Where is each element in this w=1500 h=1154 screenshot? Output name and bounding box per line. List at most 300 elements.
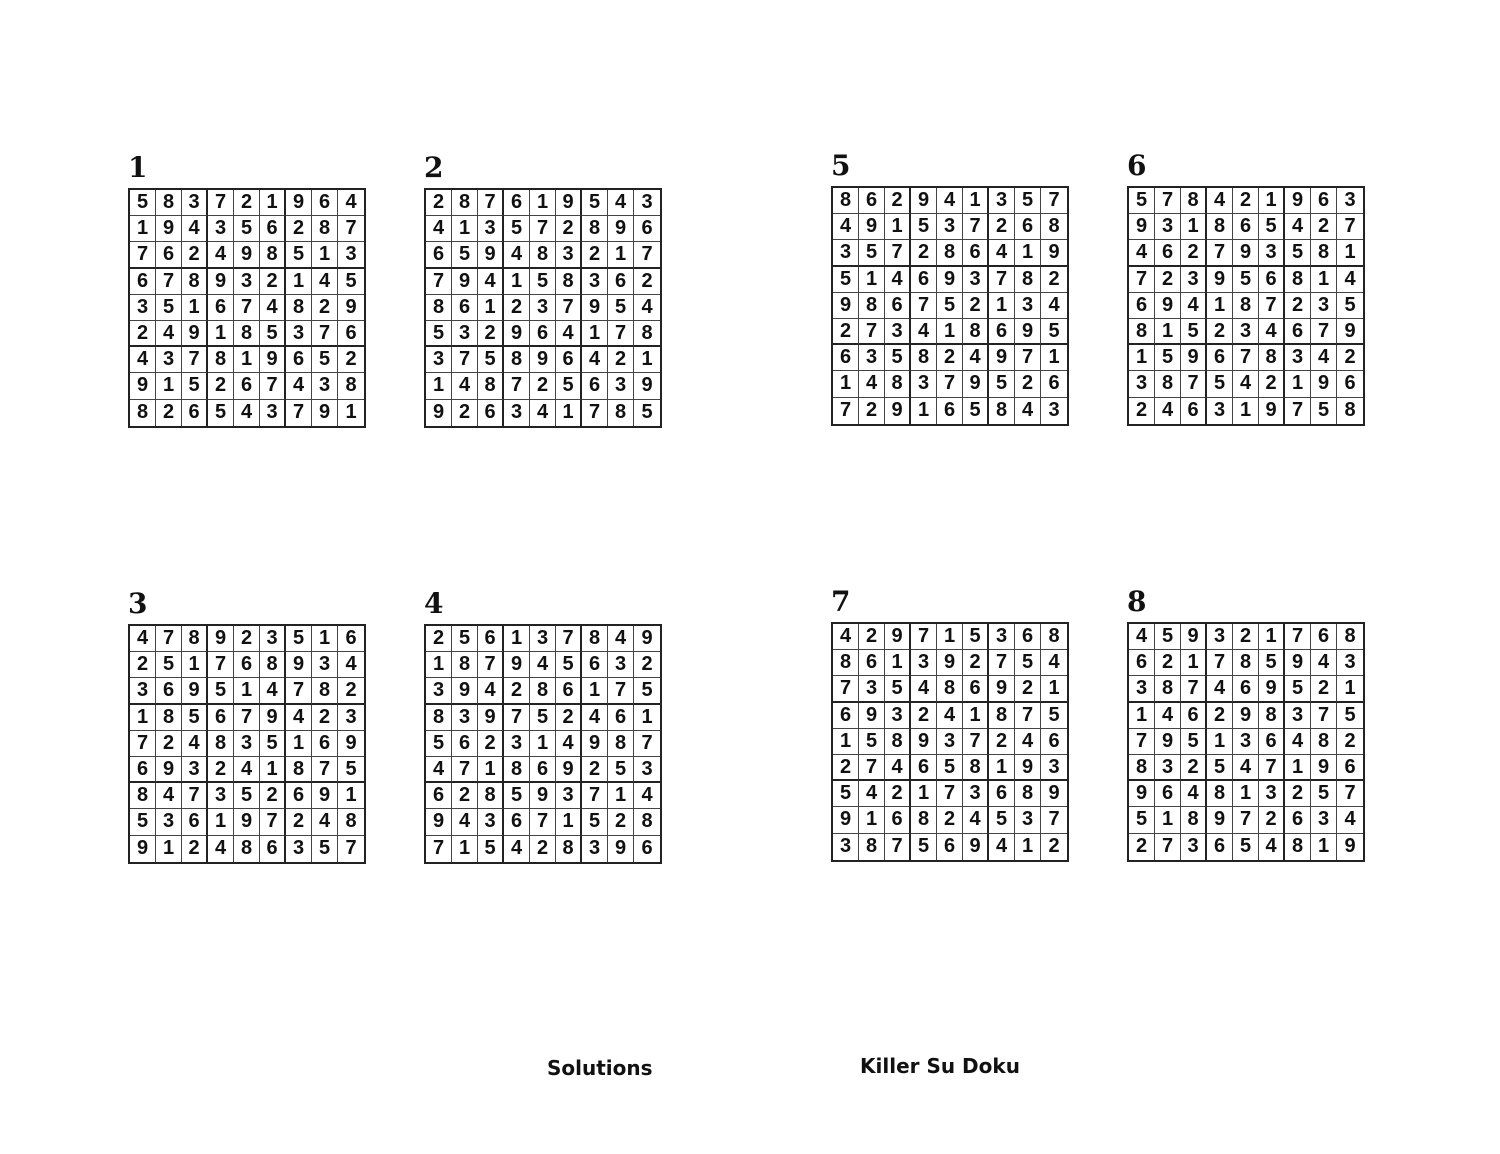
grid-cell: 2 bbox=[426, 190, 452, 216]
grid-cell: 6 bbox=[338, 626, 364, 652]
grid-cell: 6 bbox=[1233, 214, 1259, 240]
grid-cell: 9 bbox=[208, 626, 234, 652]
grid-cell: 5 bbox=[1285, 676, 1311, 702]
grid-cell: 1 bbox=[260, 757, 286, 783]
grid-cell: 4 bbox=[530, 400, 556, 426]
grid-cell: 6 bbox=[1285, 807, 1311, 833]
grid-cell: 5 bbox=[286, 626, 312, 652]
grid-cell: 2 bbox=[1311, 214, 1337, 240]
grid-cell: 4 bbox=[1337, 807, 1363, 833]
grid-cell: 5 bbox=[426, 321, 452, 347]
grid-cell: 3 bbox=[1048, 399, 1060, 422]
grid-cell: 2 bbox=[1129, 398, 1155, 424]
grid-cell: 7 bbox=[1155, 834, 1181, 860]
grid-cell: 8 bbox=[1041, 214, 1067, 240]
grid-cell: 9 bbox=[260, 347, 286, 373]
grid-cell: 5 bbox=[556, 652, 582, 678]
grid-cell: 3 bbox=[989, 624, 1015, 650]
grid-cell: 8 bbox=[582, 216, 608, 242]
grid-cell: 6 bbox=[556, 347, 582, 373]
grid-cell: 8 bbox=[885, 729, 911, 755]
grid-cell: 7 bbox=[130, 731, 156, 757]
grid-cell: 9 bbox=[608, 216, 634, 242]
grid-cell: 3 bbox=[556, 242, 582, 268]
grid-cell: 9 bbox=[1285, 650, 1311, 676]
grid-cell: 7 bbox=[1181, 676, 1207, 702]
grid-cell: 5 bbox=[1015, 650, 1041, 676]
grid-cell: 6 bbox=[1015, 624, 1041, 650]
grid-cell: 5 bbox=[1041, 319, 1067, 345]
grid-cell: 2 bbox=[426, 626, 452, 652]
grid-cell: 7 bbox=[478, 190, 504, 216]
grid-cell: 6 bbox=[1337, 755, 1363, 781]
grid-cell: 8 bbox=[260, 652, 286, 678]
grid-cell: 6 bbox=[833, 703, 859, 729]
grid-cell: 9 bbox=[1233, 703, 1259, 729]
grid-cell: 8 bbox=[208, 347, 234, 373]
grid-cell: 6 bbox=[286, 347, 312, 373]
grid-cell: 6 bbox=[338, 321, 364, 347]
grid-cell: 3 bbox=[478, 809, 504, 835]
grid-cell: 3 bbox=[911, 650, 937, 676]
grid-cell: 9 bbox=[1041, 781, 1067, 807]
grid-cell: 2 bbox=[130, 652, 156, 678]
grid-cell: 2 bbox=[989, 214, 1015, 240]
grid-cell: 6 bbox=[286, 783, 312, 809]
grid-cell: 1 bbox=[1311, 267, 1337, 293]
grid-cell: 7 bbox=[1155, 188, 1181, 214]
grid-cell: 4 bbox=[1015, 398, 1041, 424]
grid-cell: 8 bbox=[130, 400, 156, 426]
grid-cell: 9 bbox=[478, 242, 504, 268]
grid-cell: 7 bbox=[937, 371, 963, 397]
grid-cell: 1 bbox=[963, 188, 989, 214]
grid-cell: 2 bbox=[338, 678, 364, 704]
grid-cell: 7 bbox=[156, 626, 182, 652]
grid-cell: 6 bbox=[452, 295, 478, 321]
grid-cell: 8 bbox=[286, 295, 312, 321]
grid-cell: 3 bbox=[312, 373, 338, 399]
grid-cell: 4 bbox=[885, 267, 911, 293]
grid-cell: 2 bbox=[234, 190, 260, 216]
grid-cell: 6 bbox=[833, 345, 859, 371]
grid-cell: 8 bbox=[1181, 188, 1207, 214]
grid-cell: 7 bbox=[937, 781, 963, 807]
grid-cell: 5 bbox=[338, 269, 364, 295]
grid-cell: 3 bbox=[937, 214, 963, 240]
grid-cell: 5 bbox=[530, 269, 556, 295]
grid-cell: 5 bbox=[530, 705, 556, 731]
grid-cell: 8 bbox=[1155, 371, 1181, 397]
grid-cell: 6 bbox=[478, 400, 504, 426]
grid-cell: 1 bbox=[1207, 293, 1233, 319]
grid-cell: 6 bbox=[234, 373, 260, 399]
grid-cell: 1 bbox=[1207, 729, 1233, 755]
grid-cell: 5 bbox=[130, 809, 156, 835]
grid-cell: 9 bbox=[1233, 240, 1259, 266]
grid-cell: 4 bbox=[963, 345, 989, 371]
grid-cell: 4 bbox=[556, 321, 582, 347]
grid-cell: 9 bbox=[1181, 345, 1207, 371]
grid-cell: 2 bbox=[1233, 624, 1259, 650]
grid-cell: 7 bbox=[963, 729, 989, 755]
grid-cell: 7 bbox=[504, 705, 530, 731]
grid-cell: 3 bbox=[286, 836, 312, 862]
grid-cell: 9 bbox=[1259, 398, 1285, 424]
grid-cell: 9 bbox=[1015, 319, 1041, 345]
grid-cell: 4 bbox=[911, 676, 937, 702]
grid-cell: 6 bbox=[426, 242, 452, 268]
grid-cell: 7 bbox=[1285, 624, 1311, 650]
grid-cell: 6 bbox=[989, 781, 1015, 807]
grid-cell: 6 bbox=[1311, 188, 1337, 214]
grid-cell: 9 bbox=[130, 836, 156, 862]
puzzle-7 bbox=[831, 585, 1073, 862]
grid-cell: 1 bbox=[634, 347, 660, 373]
grid-cell: 9 bbox=[963, 834, 989, 860]
grid-cell: 5 bbox=[182, 705, 208, 731]
grid-cell: 2 bbox=[1207, 319, 1233, 345]
grid-cell: 4 bbox=[859, 781, 885, 807]
grid-cell: 7 bbox=[911, 293, 937, 319]
grid-cell: 1 bbox=[504, 269, 530, 295]
grid-cell: 3 bbox=[1259, 240, 1285, 266]
grid-cell: 7 bbox=[478, 652, 504, 678]
grid-cell: 1 bbox=[1041, 676, 1067, 702]
grid-cell: 5 bbox=[937, 293, 963, 319]
grid-cell: 9 bbox=[530, 783, 556, 809]
grid-cell: 1 bbox=[478, 295, 504, 321]
grid-cell: 6 bbox=[634, 216, 660, 242]
grid-cell: 5 bbox=[286, 242, 312, 268]
grid-cell: 9 bbox=[1285, 188, 1311, 214]
grid-cell: 1 bbox=[1155, 319, 1181, 345]
grid-cell: 9 bbox=[885, 398, 911, 424]
grid-cell: 5 bbox=[312, 347, 338, 373]
grid-cell: 5 bbox=[1207, 755, 1233, 781]
grid-cell: 9 bbox=[452, 269, 478, 295]
puzzle-6 bbox=[1127, 149, 1369, 426]
grid-cell: 1 bbox=[963, 703, 989, 729]
grid-cell: 4 bbox=[963, 807, 989, 833]
grid-cell: 7 bbox=[608, 678, 634, 704]
grid-cell: 7 bbox=[1233, 807, 1259, 833]
grid-cell: 2 bbox=[963, 650, 989, 676]
grid-cell: 5 bbox=[608, 295, 634, 321]
grid-cell: 7 bbox=[1233, 345, 1259, 371]
grid-cell: 7 bbox=[1041, 807, 1067, 833]
grid-cell: 6 bbox=[130, 757, 156, 783]
grid-cell: 7 bbox=[859, 755, 885, 781]
grid-cell: 1 bbox=[504, 626, 530, 652]
grid-cell: 8 bbox=[182, 269, 208, 295]
grid-cell: 7 bbox=[312, 321, 338, 347]
grid-cell: 4 bbox=[478, 678, 504, 704]
grid-cell: 8 bbox=[989, 703, 1015, 729]
grid-cell: 9 bbox=[338, 731, 364, 757]
grid-cell: 3 bbox=[312, 652, 338, 678]
grid-cell: 4 bbox=[182, 216, 208, 242]
grid-cell: 3 bbox=[1015, 807, 1041, 833]
grid-cell: 9 bbox=[963, 371, 989, 397]
grid-cell: 6 bbox=[1233, 676, 1259, 702]
grid-cell: 3 bbox=[582, 269, 608, 295]
grid-cell: 6 bbox=[1181, 703, 1207, 729]
grid-cell: 3 bbox=[1015, 293, 1041, 319]
grid-cell: 1 bbox=[833, 371, 859, 397]
grid-cell: 4 bbox=[234, 400, 260, 426]
grid-cell: 1 bbox=[1285, 755, 1311, 781]
puzzle-number: 2 bbox=[424, 151, 444, 184]
grid-cell: 8 bbox=[859, 293, 885, 319]
grid-cell: 8 bbox=[504, 347, 530, 373]
grid-cell: 1 bbox=[130, 705, 156, 731]
grid-cell: 3 bbox=[286, 321, 312, 347]
grid-cell: 5 bbox=[1285, 240, 1311, 266]
grid-cell: 6 bbox=[530, 321, 556, 347]
grid-cell: 2 bbox=[182, 242, 208, 268]
grid-cell: 4 bbox=[530, 652, 556, 678]
grid-cell: 2 bbox=[1233, 188, 1259, 214]
grid-cell: 3 bbox=[130, 678, 156, 704]
grid-cell: 4 bbox=[911, 319, 937, 345]
grid-cell: 1 bbox=[1337, 240, 1363, 266]
grid-cell: 5 bbox=[1259, 650, 1285, 676]
grid-cell: 2 bbox=[911, 240, 937, 266]
grid-cell: 9 bbox=[426, 400, 452, 426]
grid-cell: 1 bbox=[1285, 371, 1311, 397]
grid-cell: 2 bbox=[1259, 371, 1285, 397]
grid-cell: 7 bbox=[426, 269, 452, 295]
grid-cell: 9 bbox=[1155, 729, 1181, 755]
grid-cell: 1 bbox=[1259, 188, 1285, 214]
grid-cell: 5 bbox=[452, 242, 478, 268]
grid-cell: 8 bbox=[234, 836, 260, 862]
grid-cell: 1 bbox=[1015, 834, 1041, 860]
puzzle-number: 8 bbox=[1127, 585, 1147, 618]
grid-cell: 4 bbox=[260, 678, 286, 704]
grid-cell: 4 bbox=[452, 809, 478, 835]
grid-cell: 5 bbox=[885, 345, 911, 371]
grid-cell: 2 bbox=[504, 295, 530, 321]
grid-cell: 5 bbox=[504, 783, 530, 809]
grid-cell: 2 bbox=[963, 293, 989, 319]
grid-cell: 9 bbox=[937, 267, 963, 293]
grid-cell: 2 bbox=[608, 809, 634, 835]
grid-cell: 2 bbox=[1207, 703, 1233, 729]
grid-cell: 1 bbox=[1129, 345, 1155, 371]
grid-cell: 8 bbox=[963, 319, 989, 345]
grid-cell: 3 bbox=[1155, 755, 1181, 781]
grid-cell: 7 bbox=[1207, 240, 1233, 266]
grid-cell: 8 bbox=[1285, 834, 1311, 860]
grid-cell: 8 bbox=[937, 676, 963, 702]
grid-cell: 1 bbox=[556, 400, 582, 426]
sudoku-grid bbox=[831, 186, 1069, 426]
grid-cell: 5 bbox=[1181, 729, 1207, 755]
grid-cell: 7 bbox=[504, 373, 530, 399]
grid-cell: 4 bbox=[286, 705, 312, 731]
grid-cell: 9 bbox=[182, 678, 208, 704]
grid-cell: 7 bbox=[1311, 319, 1337, 345]
grid-cell: 4 bbox=[1129, 240, 1155, 266]
grid-cell: 2 bbox=[1181, 240, 1207, 266]
grid-cell: 1 bbox=[156, 373, 182, 399]
grid-cell: 5 bbox=[426, 731, 452, 757]
grid-cell: 4 bbox=[312, 809, 338, 835]
puzzle-number: 4 bbox=[424, 587, 444, 620]
grid-cell: 8 bbox=[937, 240, 963, 266]
grid-cell: 6 bbox=[130, 269, 156, 295]
grid-cell: 7 bbox=[234, 705, 260, 731]
grid-cell: 8 bbox=[1207, 781, 1233, 807]
grid-cell: 1 bbox=[937, 319, 963, 345]
grid-cell: 6 bbox=[989, 319, 1015, 345]
grid-cell: 6 bbox=[234, 652, 260, 678]
grid-cell: 6 bbox=[504, 809, 530, 835]
grid-cell: 1 bbox=[911, 398, 937, 424]
grid-cell: 4 bbox=[634, 295, 660, 321]
grid-cell: 2 bbox=[556, 216, 582, 242]
grid-cell: 8 bbox=[1311, 240, 1337, 266]
grid-cell: 6 bbox=[1129, 650, 1155, 676]
puzzle-2 bbox=[424, 151, 666, 428]
grid-cell: 5 bbox=[1155, 624, 1181, 650]
grid-cell: 8 bbox=[634, 321, 660, 347]
grid-cell: 2 bbox=[937, 345, 963, 371]
grid-cell: 6 bbox=[859, 188, 885, 214]
grid-cell: 6 bbox=[1129, 293, 1155, 319]
grid-cell: 9 bbox=[338, 295, 364, 321]
grid-cell: 6 bbox=[1337, 371, 1363, 397]
grid-cell: 8 bbox=[634, 809, 660, 835]
grid-cell: 2 bbox=[582, 242, 608, 268]
grid-cell: 6 bbox=[582, 652, 608, 678]
grid-cell: 8 bbox=[911, 807, 937, 833]
grid-cell: 2 bbox=[1041, 267, 1067, 293]
grid-cell: 2 bbox=[234, 626, 260, 652]
grid-cell: 4 bbox=[582, 347, 608, 373]
grid-cell: 2 bbox=[130, 321, 156, 347]
grid-cell: 8 bbox=[1129, 755, 1155, 781]
grid-cell: 3 bbox=[338, 705, 364, 731]
grid-cell: 6 bbox=[452, 731, 478, 757]
grid-cell: 5 bbox=[130, 190, 156, 216]
grid-cell: 8 bbox=[963, 755, 989, 781]
grid-cell: 9 bbox=[582, 731, 608, 757]
grid-cell: 3 bbox=[1129, 676, 1155, 702]
grid-cell: 7 bbox=[345, 837, 357, 860]
grid-cell: 2 bbox=[833, 319, 859, 345]
grid-cell: 3 bbox=[1311, 807, 1337, 833]
grid-cell: 3 bbox=[885, 319, 911, 345]
grid-cell: 6 bbox=[1041, 371, 1067, 397]
grid-cell: 6 bbox=[608, 269, 634, 295]
grid-cell: 1 bbox=[556, 809, 582, 835]
grid-cell: 4 bbox=[260, 295, 286, 321]
grid-cell: 3 bbox=[1129, 371, 1155, 397]
grid-cell: 1 bbox=[182, 295, 208, 321]
grid-cell: 9 bbox=[130, 373, 156, 399]
grid-cell: 8 bbox=[833, 188, 859, 214]
grid-cell: 9 bbox=[1259, 676, 1285, 702]
grid-cell: 5 bbox=[937, 755, 963, 781]
grid-cell: 6 bbox=[156, 242, 182, 268]
grid-cell: 5 bbox=[1041, 703, 1067, 729]
grid-cell: 9 bbox=[1207, 807, 1233, 833]
grid-cell: 5 bbox=[833, 781, 859, 807]
puzzle-1 bbox=[128, 151, 370, 428]
grid-cell: 7 bbox=[885, 834, 911, 860]
grid-cell: 2 bbox=[556, 705, 582, 731]
grid-cell: 4 bbox=[130, 626, 156, 652]
grid-cell: 1 bbox=[530, 731, 556, 757]
grid-cell: 7 bbox=[530, 809, 556, 835]
grid-cell: 1 bbox=[1259, 624, 1285, 650]
grid-cell: 2 bbox=[260, 269, 286, 295]
grid-cell: 1 bbox=[426, 652, 452, 678]
grid-cell: 9 bbox=[885, 624, 911, 650]
grid-cell: 8 bbox=[1041, 624, 1067, 650]
grid-cell: 4 bbox=[833, 214, 859, 240]
grid-cell: 6 bbox=[608, 705, 634, 731]
grid-cell: 9 bbox=[1181, 624, 1207, 650]
sudoku-grid bbox=[128, 188, 366, 428]
puzzle-8 bbox=[1127, 585, 1369, 862]
grid-cell: 8 bbox=[1015, 267, 1041, 293]
grid-cell: 4 bbox=[426, 216, 452, 242]
grid-cell: 1 bbox=[1337, 676, 1363, 702]
grid-cell: 4 bbox=[859, 371, 885, 397]
grid-cell: 8 bbox=[530, 678, 556, 704]
grid-cell: 3 bbox=[156, 809, 182, 835]
grid-cell: 8 bbox=[530, 242, 556, 268]
sudoku-grid bbox=[128, 624, 366, 864]
grid-cell: 8 bbox=[234, 321, 260, 347]
grid-cell: 5 bbox=[156, 295, 182, 321]
grid-cell: 5 bbox=[859, 729, 885, 755]
grid-cell: 4 bbox=[156, 321, 182, 347]
grid-cell: 1 bbox=[1181, 650, 1207, 676]
grid-cell: 4 bbox=[130, 347, 156, 373]
grid-cell: 2 bbox=[504, 678, 530, 704]
grid-cell: 4 bbox=[582, 705, 608, 731]
grid-cell: 8 bbox=[504, 757, 530, 783]
grid-cell: 7 bbox=[156, 269, 182, 295]
grid-cell: 5 bbox=[1015, 188, 1041, 214]
grid-cell: 5 bbox=[989, 371, 1015, 397]
grid-cell: 6 bbox=[260, 216, 286, 242]
grid-cell: 3 bbox=[1311, 293, 1337, 319]
grid-cell: 4 bbox=[1311, 345, 1337, 371]
grid-cell: 5 bbox=[182, 373, 208, 399]
grid-cell: 4 bbox=[338, 190, 364, 216]
grid-cell: 3 bbox=[234, 269, 260, 295]
grid-cell: 9 bbox=[859, 214, 885, 240]
grid-cell: 7 bbox=[182, 783, 208, 809]
grid-cell: 3 bbox=[937, 729, 963, 755]
grid-cell: 9 bbox=[156, 757, 182, 783]
grid-cell: 9 bbox=[504, 321, 530, 347]
grid-cell: 1 bbox=[286, 731, 312, 757]
grid-cell: 3 bbox=[1337, 188, 1363, 214]
grid-cell: 1 bbox=[338, 783, 364, 809]
grid-cell: 9 bbox=[634, 626, 660, 652]
grid-cell: 2 bbox=[634, 269, 660, 295]
grid-cell: 2 bbox=[156, 731, 182, 757]
grid-cell: 5 bbox=[833, 267, 859, 293]
grid-cell: 3 bbox=[504, 400, 530, 426]
